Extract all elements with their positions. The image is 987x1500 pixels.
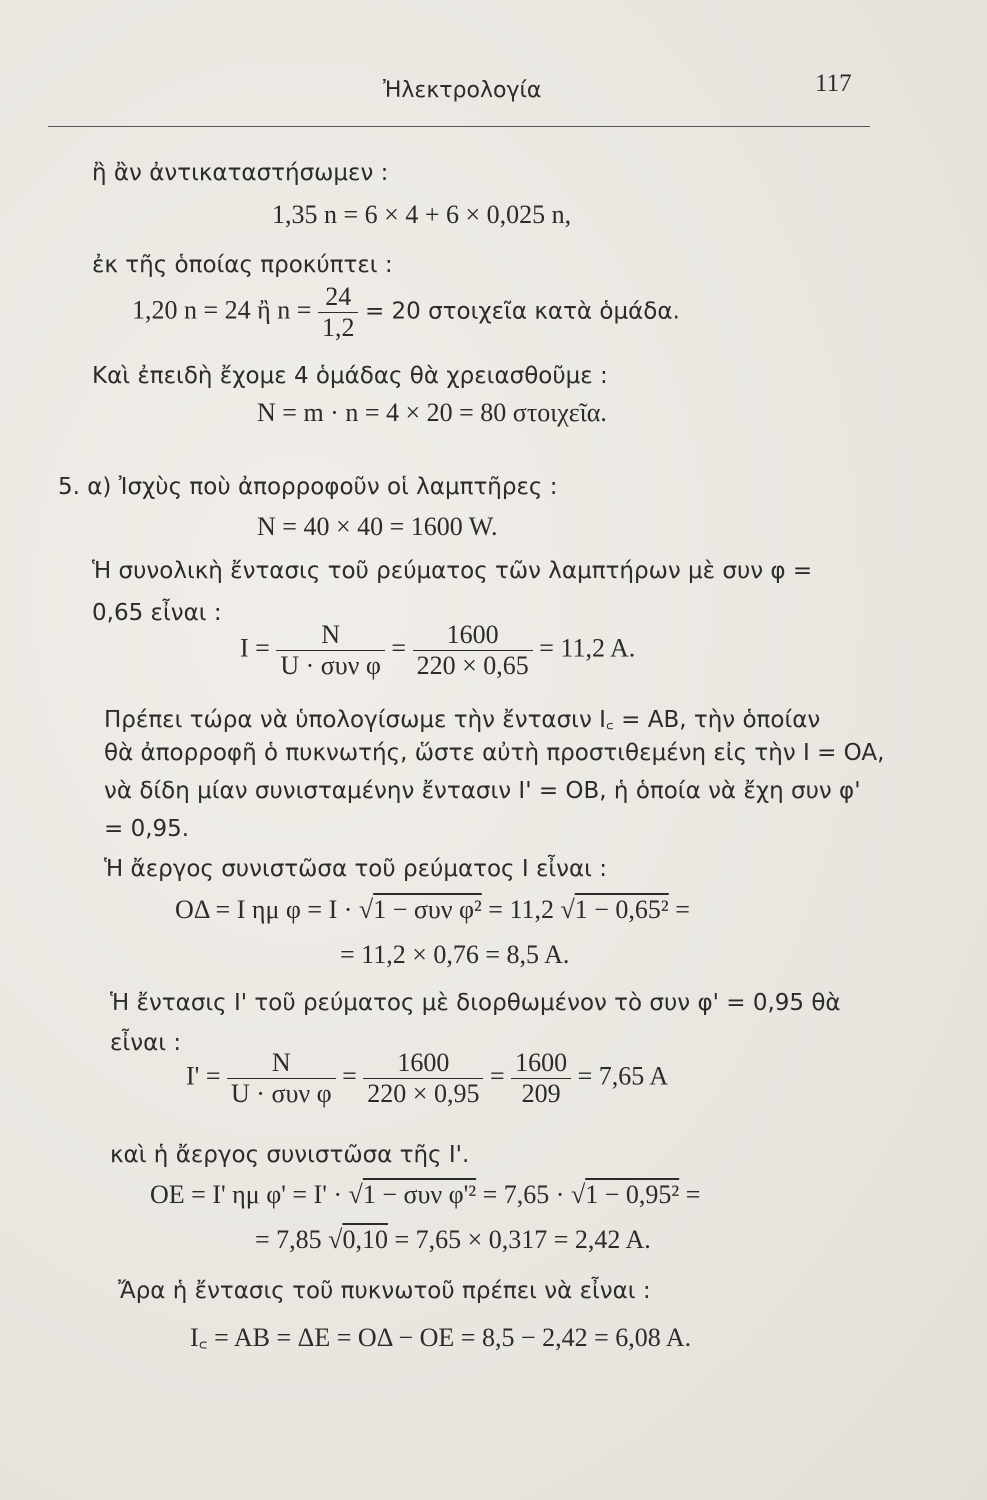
equation-od: [175, 895, 690, 925]
eq17-c: = 11,2 √: [488, 895, 575, 924]
eq24-radicand: 0,10: [342, 1225, 388, 1254]
fraction-numerator: 24: [325, 282, 352, 311]
eq11-left: I =: [240, 633, 270, 663]
eq11-equals: =: [391, 633, 407, 663]
eq17-radicand-2: 1 − 0,65²: [574, 895, 669, 924]
fraction-denominator: 1,2: [318, 312, 359, 343]
eq23-radicand-2: 1 − 0,95²: [585, 1180, 680, 1209]
text-line-9: Ἡ συνολικὴ ἔντασις τοῦ ρεύματος τῶν λαμπτήρων μὲ συν φ =: [92, 558, 813, 584]
equation-line-2: 1,35 n = 6 × 4 + 6 × 0,025 n,: [272, 200, 572, 229]
eq4-left: 1,20 n = 24 ἢ n =: [132, 295, 312, 325]
text-line-16: Ἡ ἄεργος συνιστῶσα τοῦ ρεύματος I εἶναι :: [104, 856, 608, 882]
text-line-19: Ἡ ἔντασις I' τοῦ ρεύματος μὲ διορθωμένον τὸ συν φ' = 0,95 θὰ: [110, 990, 841, 1016]
eq21-equals-1: =: [342, 1061, 357, 1091]
fraction-1600-over-220x095: [363, 1048, 483, 1109]
fraction-numerator: 1600: [515, 1048, 568, 1077]
equation-line-26: I꜀ = AB = ΔE = OΔ − OE = 8,5 − 2,42 = 6,08 A.: [190, 1323, 692, 1352]
eq23-e: =: [685, 1180, 701, 1209]
fraction-denominator: U · συν φ: [227, 1078, 336, 1109]
text-line-20: εἶναι :: [110, 1030, 182, 1056]
eq23-radicand-1: 1 − συν φ'²: [362, 1180, 477, 1209]
eq24-c: = 7,65 × 0,317 = 2,42 A.: [394, 1225, 651, 1254]
text-line-10: 0,65 εἶναι :: [92, 600, 222, 626]
text-line-12: Πρέπει τώρα νὰ ὑπολογίσωμε τὴν ἔντασιν I꜀ = AB, τὴν ὁποίαν: [104, 707, 821, 733]
equation-line-8: N = 40 × 40 = 1600 W.: [257, 512, 498, 541]
equation-oe: [150, 1180, 700, 1210]
fraction-denominator: 209: [511, 1078, 571, 1109]
fraction-numerator: 1600: [446, 620, 499, 649]
text-line-15: = 0,95.: [104, 816, 190, 842]
fraction-n-over-u-cos: [227, 1048, 336, 1109]
fraction-numerator: N: [271, 1048, 291, 1077]
eq21-left: I' =: [186, 1061, 221, 1091]
section-5a-heading: 5. α) Ἰσχὺς ποὺ ἀπορροφοῦν οἱ λαμπτῆρες :: [58, 474, 558, 500]
fraction-denominator: 220 × 0,65: [413, 650, 533, 681]
fraction-denominator: U · συν φ: [276, 650, 385, 681]
eq24-a: = 7,85 √: [255, 1225, 343, 1254]
running-header-title: Ἠλεκτρολογία: [383, 78, 542, 103]
eq11-right: = 11,2 A.: [539, 633, 636, 663]
eq23-a: OE = I' ημ φ' = I' · √: [150, 1180, 363, 1209]
page-number: 117: [815, 70, 852, 97]
text-line-1: ἢ ἂν ἀντικαταστήσωμεν :: [92, 160, 389, 186]
eq17-a: OΔ = I ημ φ = I · √: [175, 895, 374, 924]
header-rule: [48, 126, 870, 127]
fraction-1600-over-220x065: [413, 620, 533, 681]
eq17-e: =: [675, 895, 690, 924]
text-line-14: νὰ δίδη μίαν συνισταμένην ἔντασιν I' = OB, ἡ ὁποία νὰ ἔχη συν φ': [104, 778, 861, 804]
eq4-right: = 20 στοιχεῖα κατὰ ὁμάδα.: [364, 298, 680, 325]
eq21-equals-2: =: [489, 1061, 505, 1091]
eq23-c: = 7,65 · √: [482, 1180, 586, 1209]
fraction-numerator: 1600: [397, 1048, 450, 1077]
eq17-radicand-1: 1 − συν φ²: [373, 895, 482, 924]
equation-current-i-prime: [186, 1048, 668, 1109]
fraction-24-over-1-2: [318, 282, 359, 343]
fraction-numerator: N: [321, 620, 341, 649]
text-line-25: Ἄρα ἡ ἔντασις τοῦ πυκνωτοῦ πρέπει νὰ εἶναι :: [118, 1278, 651, 1304]
eq21-right: = 7,65 A: [577, 1061, 669, 1091]
equation-line-6: N = m · n = 4 × 20 = 80 στοιχεῖα.: [257, 398, 607, 427]
fraction-1600-over-209: [511, 1048, 571, 1109]
text-line-22: καὶ ἡ ἄεργος συνιστῶσα τῆς I'.: [110, 1142, 470, 1168]
fraction-denominator: 220 × 0,95: [363, 1078, 483, 1109]
equation-line-4: [132, 282, 680, 343]
text-line-13: θὰ ἀπορροφῆ ὁ πυκνωτής, ὥστε αὐτὴ προστιθεμένη εἰς τὴν I = OA,: [104, 740, 885, 766]
equation-current-i: [240, 620, 635, 681]
text-line-5: Καὶ ἐπειδὴ ἔχομε 4 ὁμάδας θὰ χρειασθοῦμε :: [92, 363, 608, 389]
text-line-3: ἐκ τῆς ὁποίας προκύπτει :: [92, 252, 393, 278]
equation-line-24: [255, 1225, 651, 1255]
fraction-n-over-u-cos: [276, 620, 385, 681]
equation-line-18: = 11,2 × 0,76 = 8,5 A.: [340, 940, 570, 969]
